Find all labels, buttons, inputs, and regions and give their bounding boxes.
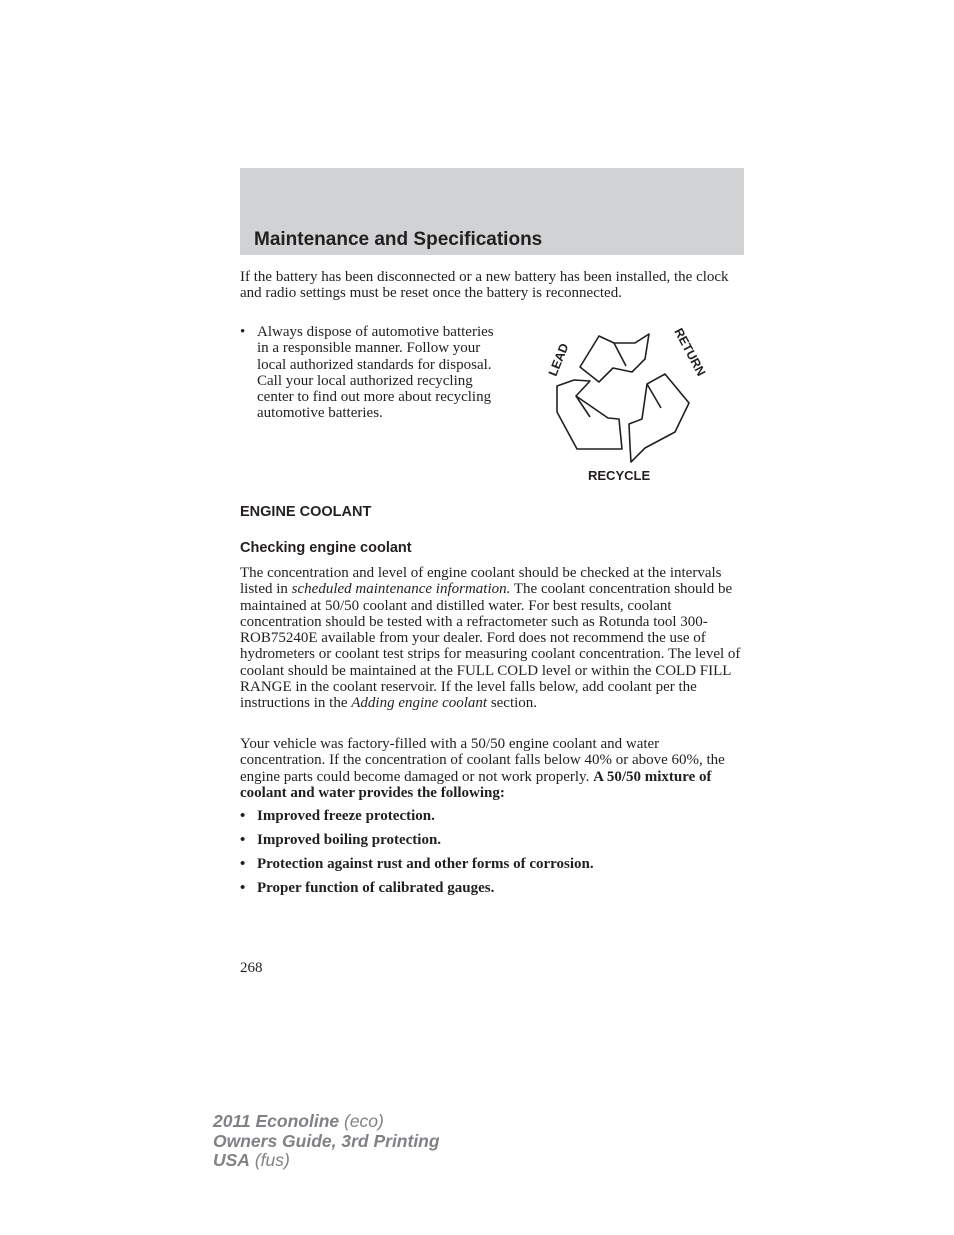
- adding-coolant-reference: Adding engine coolant: [351, 695, 488, 712]
- factory-fill-bold-text: A 50/50 mixture of coolant and water provides the following:: [240, 768, 712, 801]
- concentration-text-1: The concentration and level of engine coolant should be checked at the intervals listed in: [240, 565, 722, 598]
- page-title: Maintenance and Specifications: [254, 229, 543, 250]
- benefit-text: Improved freeze protection.: [257, 808, 435, 824]
- disposal-text: Always dispose of automotive batteries in a responsible manner. Follow your local authorized standards for disposal. Call your local authorized recycling center to find out more about recycling automotive batteries.: [257, 324, 494, 422]
- bullet-mark: •: [240, 808, 246, 824]
- subheading-checking-coolant: Checking engine coolant: [240, 540, 412, 556]
- footer-line-guide: [213, 1132, 440, 1152]
- lead-label: LEAD: [545, 341, 572, 379]
- footer-line-model: [213, 1112, 440, 1132]
- factory-fill-text: Your vehicle was factory-filled with a 50/50 engine coolant and water concentration. If the concentration of coolant falls below 40% or above 60%, the engine parts could become damaged or not work properly.: [240, 736, 725, 785]
- list-item: [240, 880, 746, 896]
- footer-guide: Owners Guide, 3rd Printing: [213, 1130, 440, 1151]
- factory-fill-paragraph: [240, 736, 746, 801]
- concentration-text-2: The coolant concentration should be maintained at 50/50 coolant and distilled water. For best results, coolant concentration should be tested with a refractometer such as Rotunda tool 300- ROB75240E available from your dealer. Ford does not recommend the use of hydrometers or coolant test strips for measuring coolant concentration. The level of coolant should be maintained at the FULL COLD level or within the COLD FILL RANGE in the coolant reservoir. If the level falls below, add coolant per the instructions in the: [240, 581, 741, 712]
- list-item: [240, 832, 746, 848]
- recycle-figure: [528, 322, 728, 488]
- benefit-text: Improved boiling protection.: [257, 831, 442, 848]
- concentration-paragraph: [240, 565, 746, 712]
- footer-line-region: [213, 1151, 440, 1171]
- section-header-band: [240, 168, 744, 255]
- recycle-arrows-icon: [528, 322, 728, 488]
- bullet-mark: •: [240, 855, 246, 872]
- list-item: [240, 808, 746, 824]
- section-heading-engine-coolant: ENGINE COOLANT: [240, 504, 372, 520]
- recycle-label: RECYCLE: [588, 468, 651, 483]
- intro-paragraph: If the battery has been disconnected or a new battery has been installed, the clock and radio settings must be reset once the battery is reconnected.: [240, 269, 729, 302]
- page-number: 268: [240, 960, 263, 976]
- list-item: [240, 324, 500, 422]
- footer-region: USA: [213, 1150, 250, 1170]
- benefit-text: Protection against rust and other forms of corrosion.: [257, 855, 594, 872]
- bullet-mark: •: [240, 324, 246, 340]
- concentration-text-3: section.: [487, 695, 538, 712]
- footer-region-code: (fus): [249, 1150, 290, 1170]
- scheduled-maintenance-reference: scheduled maintenance information.: [291, 581, 511, 598]
- document-footer: [213, 1112, 440, 1171]
- return-label: RETURN: [671, 325, 709, 379]
- bullet-mark: •: [240, 831, 246, 848]
- disposal-bullet: [240, 324, 500, 422]
- benefit-text: Proper function of calibrated gauges.: [257, 879, 495, 896]
- list-item: [240, 856, 746, 872]
- footer-model-code: (eco): [339, 1111, 384, 1131]
- footer-model: 2011 Econoline: [213, 1111, 340, 1131]
- bullet-mark: •: [240, 879, 246, 896]
- benefits-list: [240, 808, 746, 904]
